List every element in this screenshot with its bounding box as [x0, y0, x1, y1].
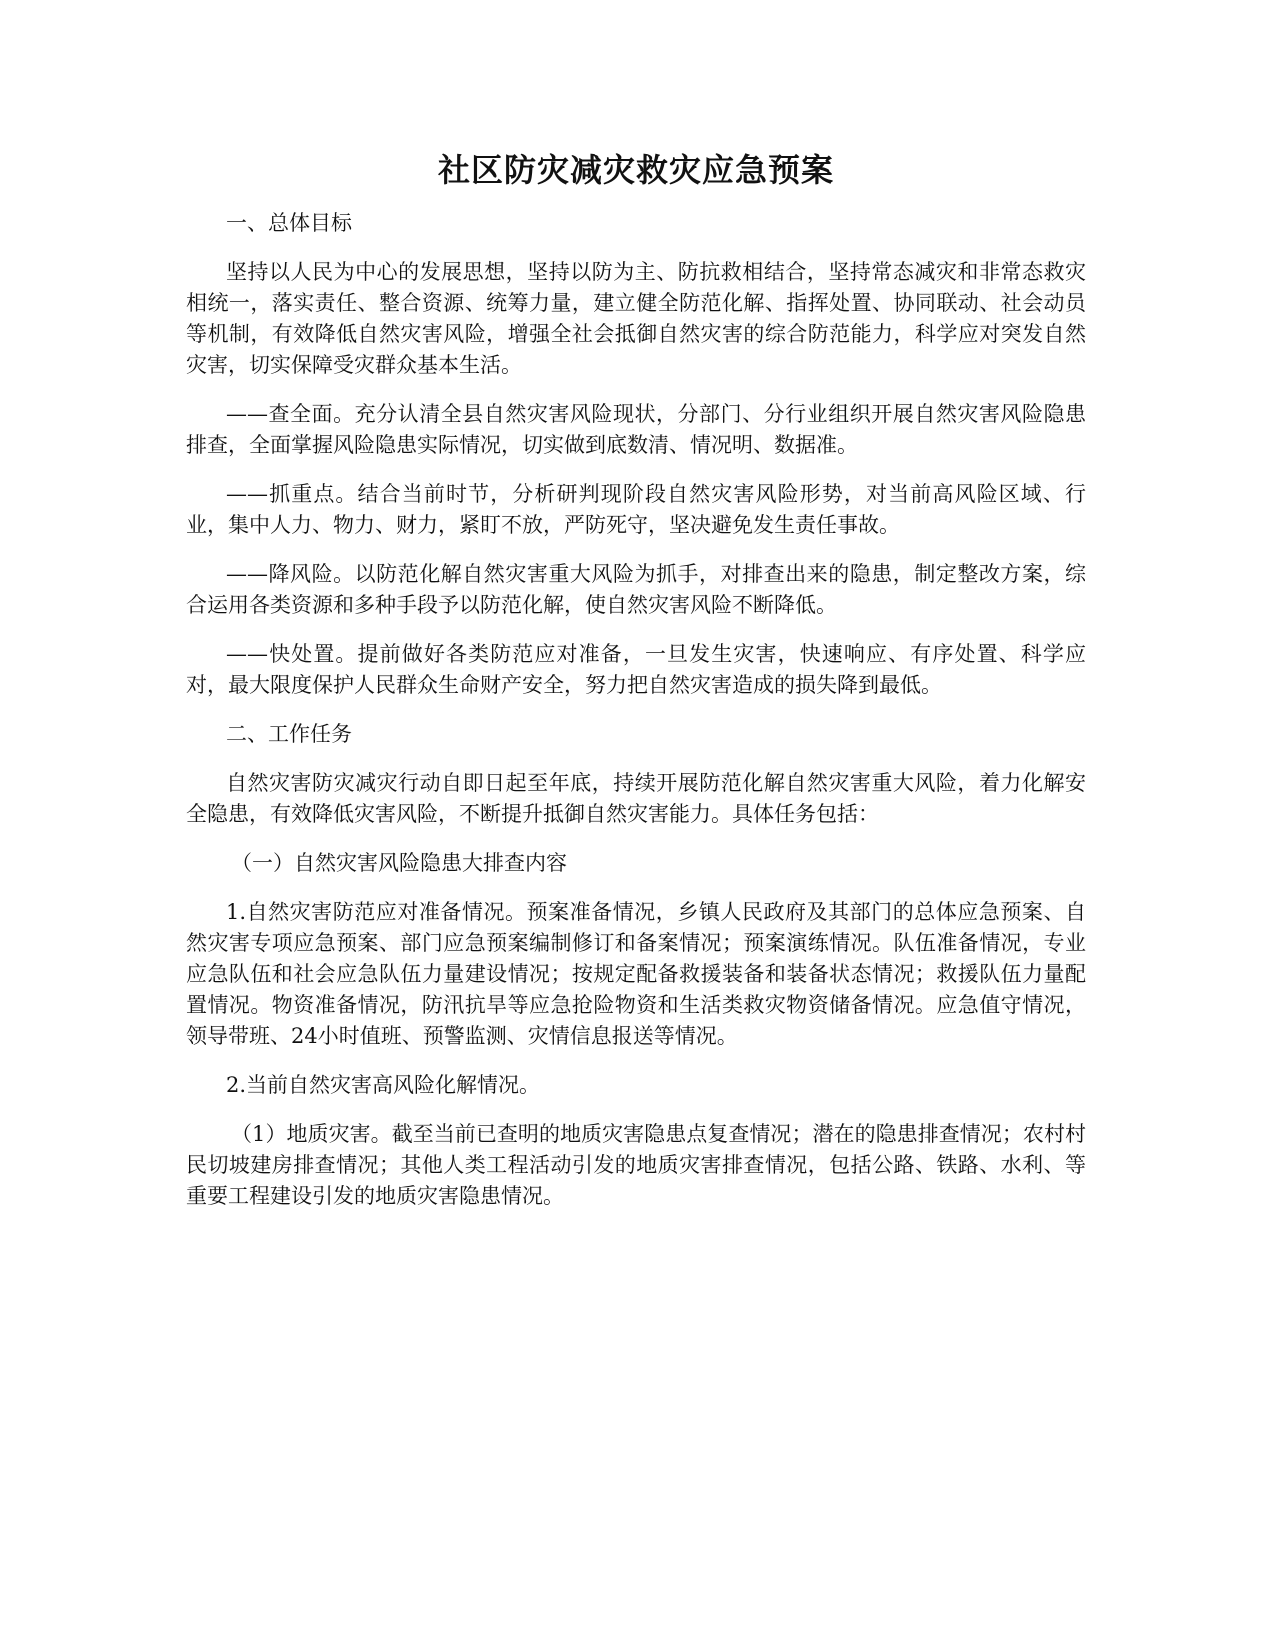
paragraph: 坚持以人民为中心的发展思想，坚持以防为主、防抗救相结合，坚持常态减灾和非常态救灾相统一，落实责任、整合资源、统筹力量，建立健全防范化解、指挥处置、协同联动、社会动员等机制，有效降低自然灾害风险，增强全社会抵御自然灾害的综合防范能力，科学应对突发自然灾害，切实保障受灾群众基本生活。	[186, 260, 1086, 377]
paragraph: 1.自然灾害防范应对准备情况。预案准备情况，乡镇人民政府及其部门的总体应急预案、自然灾害专项应急预案、部门应急预案编制修订和备案情况；预案演练情况。队伍准备情况，专业应急队伍和社会应急队伍力量建设情况；按规定配备救援装备和装备状态情况；救援队伍力量配置情况。物资准备情况，防汛抗旱等应急抢险物资和生活类救灾物资储备情况。应急值守情况，领导带班、24小时值班、预警监测、灾情信息报送等情况。	[186, 900, 1086, 1048]
paragraph: 自然灾害防灾减灾行动自即日起至年底，持续开展防范化解自然灾害重大风险，着力化解安全隐患，有效降低灾害风险，不断提升抵御自然灾害能力。具体任务包括：	[186, 771, 1086, 826]
paragraph: 2.当前自然灾害高风险化解情况。	[226, 1073, 541, 1097]
section-heading-1: 一、总体目标	[226, 211, 352, 235]
paragraph: ——查全面。充分认清全县自然灾害风险现状，分部门、分行业组织开展自然灾害风险隐患排查，全面掌握风险隐患实际情况，切实做到底数清、情况明、数据准。	[186, 402, 1086, 457]
paragraph: ——降风险。以防范化解自然灾害重大风险为抓手，对排查出来的隐患，制定整改方案，综合运用各类资源和多种手段予以防范化解，使自然灾害风险不断降低。	[186, 562, 1086, 617]
paragraph: ——抓重点。结合当前时节，分析研判现阶段自然灾害风险形势，对当前高风险区域、行业，集中人力、物力、财力，紧盯不放，严防死守，坚决避免发生责任事故。	[186, 482, 1086, 537]
section-heading-2: 二、工作任务	[226, 722, 352, 746]
document-title: 社区防灾减灾救灾应急预案	[437, 151, 834, 189]
paragraph: （1）地质灾害。截至当前已查明的地质灾害隐患点复查情况；潜在的隐患排查情况；农村村民切坡建房排查情况；其他人类工程活动引发的地质灾害排查情况，包括公路、铁路、水利、等重要工程建设引发的地质灾害隐患情况。	[186, 1122, 1086, 1208]
subsection-heading-1: （一）自然灾害风险隐患大排查内容	[231, 851, 567, 875]
paragraph: ——快处置。提前做好各类防范应对准备，一旦发生灾害，快速响应、有序处置、科学应对，最大限度保护人民群众生命财产安全，努力把自然灾害造成的损失降到最低。	[186, 642, 1086, 697]
document-body	[186, 150, 1086, 1230]
